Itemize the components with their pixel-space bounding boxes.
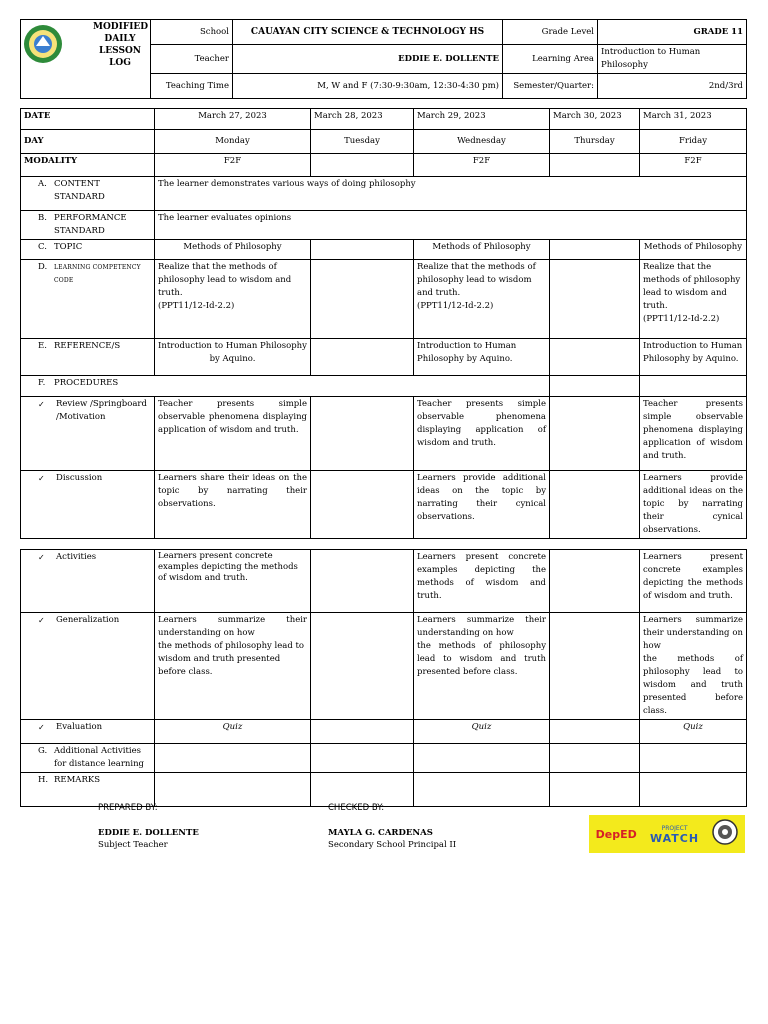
check-icon: ✓ xyxy=(38,553,45,562)
reference-cell: Introduction to Human Philosophy by Aquino. xyxy=(414,339,550,376)
school-name: CAUAYAN CITY SCIENCE & TECHNOLOGY HS xyxy=(233,20,503,45)
competency-label xyxy=(21,260,155,339)
competency-cell xyxy=(414,260,550,339)
generalization-line: Learners summarize their understanding on how xyxy=(417,615,546,638)
row-label: Review /Springboard /Motivation xyxy=(56,399,147,422)
day-cell: Tuesday xyxy=(311,130,414,154)
modality-cell: F2F xyxy=(155,154,311,177)
empty-cell xyxy=(550,376,640,397)
review-cell: Teacher presents simple observable phenomena displaying application of wisdom and truth. xyxy=(155,397,311,471)
additional-cell xyxy=(640,744,747,773)
row-label: PROCEDURES xyxy=(54,378,119,388)
project-label: PROJECT xyxy=(661,825,688,832)
content-standard-text: The learner demonstrates various ways of doing philosophy xyxy=(155,177,747,211)
topic-label xyxy=(21,240,155,260)
school-label: School xyxy=(151,20,233,45)
discussion-cell: Learners provide additional ideas on the topic by narrating their cynical observations. xyxy=(414,471,550,539)
project-watch-logo xyxy=(650,824,699,844)
row-label: Generalization xyxy=(56,615,120,625)
remarks-cell xyxy=(155,773,311,807)
row-label: CONTENT STANDARD xyxy=(54,179,105,202)
grade-value: GRADE 11 xyxy=(598,20,747,45)
teacher-name: EDDIE E. DOLLENTE xyxy=(233,45,503,74)
row-label: Evaluation xyxy=(56,722,103,732)
modality-cell xyxy=(550,154,640,177)
teacher-label: Teacher xyxy=(151,45,233,74)
generalization-cell xyxy=(414,613,550,720)
competency-cell xyxy=(155,260,311,339)
review-cell: Teacher presents simple observable phenomena displaying application of wisdom and truth. xyxy=(414,397,550,471)
generalization-cell xyxy=(550,613,640,720)
activities-cell: Learners present concrete examples depicting the methods of wisdom and truth. xyxy=(414,550,550,613)
procedures-label xyxy=(21,376,550,397)
discussion-cell: Learners share their ideas on the topic by narrating their observations. xyxy=(155,471,311,539)
check-icon: ✓ xyxy=(38,400,45,409)
title-line: DAILY xyxy=(104,34,136,44)
header-table xyxy=(20,19,747,99)
row-letter: H. xyxy=(38,775,49,785)
competency-code: (PPT11/12-Id-2.2) xyxy=(417,301,494,311)
area-label: Learning Area xyxy=(503,45,598,74)
check-icon: ✓ xyxy=(38,723,45,732)
review-cell xyxy=(550,397,640,471)
log-title xyxy=(21,20,151,99)
competency-text: Realize that the methods of philosophy lead to wisdom and truth. xyxy=(643,262,741,311)
row-label: LEARNING COMPETENCY CODE xyxy=(54,264,141,284)
date-cell: March 30, 2023 xyxy=(550,109,640,130)
row-label: REMARKS xyxy=(54,775,101,785)
grade-label: Grade Level xyxy=(503,20,598,45)
topic-cell: Methods of Philosophy xyxy=(155,240,311,260)
evaluation-cell: Quiz xyxy=(640,720,747,744)
row-label: TOPIC xyxy=(54,242,83,252)
topic-cell: Methods of Philosophy xyxy=(640,240,747,260)
generalization-line: Learners summarize their understanding on how xyxy=(643,615,743,651)
discussion-cell xyxy=(550,471,640,539)
remarks-cell xyxy=(414,773,550,807)
review-label xyxy=(21,397,155,471)
row-label: PERFORMANCE STANDARD xyxy=(54,213,127,236)
school-crest-icon xyxy=(712,819,738,849)
generalization-label xyxy=(21,613,155,720)
performance-standard-text: The learner evaluates opinions xyxy=(155,211,747,240)
activities-cell: Learners present concrete examples depicting the methods of wisdom and truth. xyxy=(155,550,311,613)
modality-cell: F2F xyxy=(640,154,747,177)
empty-cell xyxy=(640,376,747,397)
day-cell: Thursday xyxy=(550,130,640,154)
deped-project-watch-banner xyxy=(589,815,745,853)
deped-logo: DepED xyxy=(595,827,637,841)
date-cell: March 31, 2023 xyxy=(640,109,747,130)
activities-label xyxy=(21,550,155,613)
competency-text: Realize that the methods of philosophy lead to wisdom and truth. xyxy=(158,262,292,298)
row-letter: F. xyxy=(38,378,46,388)
competency-cell xyxy=(640,260,747,339)
reference-label xyxy=(21,339,155,376)
generalization-line: Learners summarize their understanding on how xyxy=(158,615,307,638)
semester-label: Semester/Quarter: xyxy=(503,74,598,99)
modality-label: MODALITY xyxy=(21,154,155,177)
row-label: Activities xyxy=(56,552,97,562)
check-icon: ✓ xyxy=(38,616,45,625)
lesson-plan-table xyxy=(20,108,747,539)
row-letter: A. xyxy=(38,179,47,189)
title-line: LESSON LOG xyxy=(98,46,142,68)
review-cell xyxy=(311,397,414,471)
area-value: Introduction to Human Philosophy xyxy=(598,45,747,74)
generalization-line: the methods of philosophy lead to wisdom and truth presented before class. xyxy=(643,654,743,716)
remarks-cell xyxy=(640,773,747,807)
evaluation-cell xyxy=(550,720,640,744)
competency-code: (PPT11/12-Id-2.2) xyxy=(643,314,720,324)
modality-cell: F2F xyxy=(414,154,550,177)
row-letter: D. xyxy=(38,262,48,272)
semester-value: 2nd/3rd xyxy=(598,74,747,99)
generalization-cell xyxy=(311,613,414,720)
competency-text: Realize that the methods of philosophy lead to wisdom and truth. xyxy=(417,262,536,298)
discussion-cell: Learners provide additional ideas on the topic by narrating their cynical observations. xyxy=(640,471,747,539)
prepared-by-role: Subject Teacher xyxy=(98,840,168,850)
additional-label xyxy=(21,744,155,773)
generalization-line: the methods of philosophy lead to wisdom and truth presented before class. xyxy=(417,641,546,677)
generalization-cell xyxy=(640,613,747,720)
time-value: M, W and F (7:30-9:30am, 12:30-4:30 pm) xyxy=(233,74,503,99)
competency-cell xyxy=(311,260,414,339)
row-letter: G. xyxy=(38,746,48,756)
day-cell: Monday xyxy=(155,130,311,154)
date-cell: March 29, 2023 xyxy=(414,109,550,130)
content-standard-label xyxy=(21,177,155,211)
checked-by-role: Secondary School Principal II xyxy=(328,840,457,850)
discussion-cell xyxy=(311,471,414,539)
lesson-plan-table-continued xyxy=(20,549,747,807)
checked-by-label: CHECKED BY: xyxy=(328,803,385,813)
activities-cell xyxy=(311,550,414,613)
day-cell: Wednesday xyxy=(414,130,550,154)
reference-cell: Introduction to Human Philosophy by Aquino. xyxy=(155,339,311,376)
additional-cell xyxy=(311,744,414,773)
row-label: Discussion xyxy=(56,473,103,483)
additional-cell xyxy=(550,744,640,773)
additional-cell xyxy=(414,744,550,773)
date-label: DATE xyxy=(21,109,155,130)
row-letter: B. xyxy=(38,213,47,223)
modality-cell xyxy=(311,154,414,177)
date-cell: March 28, 2023 xyxy=(311,109,414,130)
evaluation-cell: Quiz xyxy=(414,720,550,744)
watch-label: WATCH xyxy=(650,832,700,845)
evaluation-cell: Quiz xyxy=(155,720,311,744)
prepared-by-label: PREPARED BY: xyxy=(98,803,158,813)
time-label: Teaching Time xyxy=(151,74,233,99)
reference-cell: Introduction to Human Philosophy by Aquino. xyxy=(640,339,747,376)
activities-cell xyxy=(550,550,640,613)
row-letter: E. xyxy=(38,341,47,351)
competency-code: (PPT11/12-Id-2.2) xyxy=(158,301,235,311)
evaluation-cell xyxy=(311,720,414,744)
topic-cell xyxy=(311,240,414,260)
reference-cell xyxy=(550,339,640,376)
evaluation-label xyxy=(21,720,155,744)
row-letter: C. xyxy=(38,242,47,252)
day-label: DAY xyxy=(21,130,155,154)
topic-cell xyxy=(550,240,640,260)
topic-cell: Methods of Philosophy xyxy=(414,240,550,260)
date-cell: March 27, 2023 xyxy=(155,109,311,130)
day-cell: Friday xyxy=(640,130,747,154)
check-icon: ✓ xyxy=(38,474,45,483)
discussion-label xyxy=(21,471,155,539)
additional-cell xyxy=(155,744,311,773)
checked-by-name: MAYLA G. CARDENAS xyxy=(328,828,433,838)
activities-cell: Learners present concrete examples depicting the methods of wisdom and truth. xyxy=(640,550,747,613)
performance-standard-label xyxy=(21,211,155,240)
generalization-cell xyxy=(155,613,311,720)
title-line: MODIFIED xyxy=(93,22,149,32)
competency-cell xyxy=(550,260,640,339)
row-label: REFERENCE/S xyxy=(54,341,121,351)
reference-cell xyxy=(311,339,414,376)
prepared-by-name: EDDIE E. DOLLENTE xyxy=(98,828,199,838)
row-label: Additional Activities for distance learning xyxy=(54,746,144,769)
review-cell: Teacher presents simple observable phenomena displaying application of wisdom and truth. xyxy=(640,397,747,471)
generalization-line: the methods of philosophy lead to wisdom and truth presented before class. xyxy=(158,641,305,677)
remarks-cell xyxy=(550,773,640,807)
